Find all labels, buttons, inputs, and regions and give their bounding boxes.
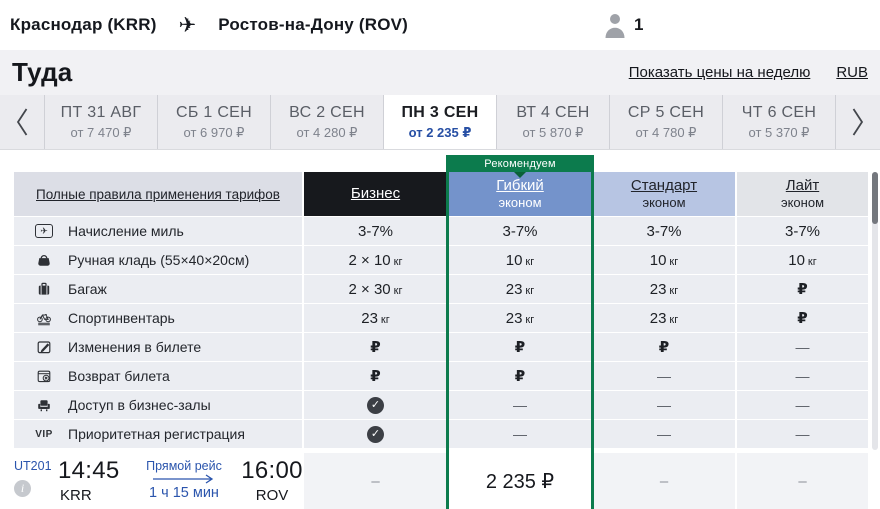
fare-value-cell — [304, 391, 447, 419]
fare-value-cell: 2 × 10 кг — [304, 246, 447, 274]
arrival — [236, 457, 308, 504]
fare-value-cell: — — [737, 391, 868, 419]
date-tab-price: от 4 280 ₽ — [296, 124, 358, 140]
direction-title: Туда — [12, 57, 73, 87]
departure-airport-code: KRR — [60, 487, 92, 504]
flight-number: UT201 — [14, 459, 52, 473]
recommended-badge: Рекомендуем — [449, 155, 591, 172]
date-tab-price: от 7 470 ₽ — [70, 124, 132, 140]
show-week-prices-link[interactable]: Показать цены на неделю — [628, 64, 811, 81]
fare-column-flexible[interactable]: Гибкий эконом — [449, 172, 591, 216]
date-tab-price: от 5 870 ₽ — [522, 124, 584, 140]
date-tab-price: от 5 370 ₽ — [748, 124, 810, 140]
ruble-sign: ₽ — [797, 281, 808, 298]
flight-price-cell: – — [304, 453, 447, 509]
flight-row — [14, 453, 868, 509]
fare-row-label-cell — [14, 246, 302, 274]
date-tab-4[interactable] — [496, 95, 609, 149]
refund-ticket-icon — [34, 368, 54, 384]
fare-table — [14, 172, 868, 448]
fare-value-cell: — — [593, 420, 735, 448]
fare-row-label: Ручная кладь (55×40×20см) — [68, 252, 250, 268]
fare-value-cell — [737, 275, 868, 303]
fare-value-cell: 3-7% — [449, 217, 591, 245]
fare-value-cell — [449, 362, 591, 390]
date-tab-price: от 4 780 ₽ — [635, 124, 697, 140]
fare-column-lite[interactable]: Лайт эконом — [737, 172, 868, 216]
date-tab-5[interactable] — [609, 95, 722, 149]
fare-row-label: Доступ в бизнес-залы — [68, 397, 211, 413]
date-tab-day: ВТ 4 СЕН — [516, 103, 590, 121]
date-tab-day: ПТ 31 АВГ — [60, 103, 142, 121]
plane-icon: ✈ — [178, 13, 197, 37]
flight-price-cell: – — [737, 453, 868, 509]
ruble-sign: ₽ — [514, 368, 526, 385]
fare-value-cell: — — [737, 362, 868, 390]
departure — [58, 457, 120, 504]
origin-city: Краснодар (KRR) — [10, 15, 157, 34]
passenger-selector[interactable] — [602, 11, 643, 39]
fare-value-cell: 23 кг — [449, 304, 591, 332]
badge-pointer — [514, 172, 526, 178]
fare-value-cell: — — [449, 420, 591, 448]
fare-value-cell: 23 кг — [449, 275, 591, 303]
fare-value-cell: 23 кг — [593, 275, 735, 303]
ruble-sign: ₽ — [370, 368, 381, 385]
ruble-sign: ₽ — [370, 339, 381, 356]
date-tab-price: от 2 235 ₽ — [408, 124, 472, 140]
fare-value-cell — [737, 304, 868, 332]
chevron-left-icon — [14, 107, 30, 137]
prev-dates-button[interactable] — [0, 95, 44, 149]
passenger-icon — [602, 11, 628, 39]
flight-route-summary — [140, 459, 228, 501]
flight-info-icon[interactable]: i — [14, 480, 31, 497]
vip-icon: VIP — [35, 428, 53, 440]
date-carousel — [0, 95, 880, 150]
date-tab-day: ПН 3 СЕН — [401, 103, 479, 121]
fare-value-cell: — — [593, 391, 735, 419]
date-tab-day: ЧТ 6 СЕН — [741, 103, 817, 121]
direct-flight-link[interactable]: Прямой рейс — [146, 459, 222, 473]
fare-row-label-cell — [14, 275, 302, 303]
edit-ticket-icon — [34, 339, 54, 355]
fare-column-standard[interactable]: Стандарт эконом — [593, 172, 735, 216]
date-tab-6[interactable] — [722, 95, 836, 149]
fare-row-label-cell — [14, 333, 302, 361]
fare-value-cell — [593, 333, 735, 361]
date-tab-0[interactable] — [44, 95, 157, 149]
fare-value-cell — [304, 362, 447, 390]
date-tab-2[interactable] — [270, 95, 383, 149]
fare-value-cell: — — [449, 391, 591, 419]
bicycle-icon — [34, 310, 54, 326]
flight-price-selected[interactable]: 2 235 ₽ — [449, 453, 591, 509]
fare-row-label: Багаж — [68, 281, 107, 297]
fare-value-cell: 3-7% — [593, 217, 735, 245]
fare-row-label-cell — [14, 420, 302, 448]
fare-value-cell — [304, 420, 447, 448]
date-tab-day: СБ 1 СЕН — [175, 103, 253, 121]
date-tabs — [44, 95, 836, 149]
fare-value-cell — [304, 333, 447, 361]
fare-value-cell: — — [737, 420, 868, 448]
ruble-sign: ₽ — [514, 339, 526, 356]
date-tab-1[interactable] — [157, 95, 270, 149]
fare-row-label: Начисление миль — [68, 223, 184, 239]
check-icon: ✓ — [367, 426, 384, 443]
flight-duration: 1 ч 15 мин — [149, 485, 219, 501]
miles-plane-icon: ✈ — [34, 224, 54, 238]
arrival-time: 16:00 — [241, 457, 303, 484]
fare-value-cell: 23 кг — [593, 304, 735, 332]
flight-info — [14, 453, 302, 509]
lounge-chair-icon — [34, 397, 54, 413]
date-tab-day: ВС 2 СЕН — [289, 103, 365, 121]
fare-value-cell: — — [737, 333, 868, 361]
date-tab-price: от 6 970 ₽ — [183, 124, 245, 140]
ruble-sign: ₽ — [658, 339, 670, 356]
fare-rules-link[interactable]: Полные правила применения тарифов — [36, 186, 280, 202]
route-header — [0, 0, 880, 50]
next-dates-button[interactable] — [836, 95, 880, 149]
fare-row-label: Изменения в билете — [68, 339, 202, 355]
fare-row-label-cell — [14, 362, 302, 390]
fare-row-label: Возврат билета — [68, 368, 170, 384]
passenger-count: 1 — [634, 15, 644, 34]
currency-selector[interactable]: RUB — [836, 64, 868, 81]
fare-row-label: Спортинвентарь — [68, 310, 175, 326]
fare-value-cell — [449, 333, 591, 361]
scrollbar-thumb[interactable] — [872, 172, 878, 224]
fare-row-label-cell — [14, 304, 302, 332]
handbag-icon — [34, 252, 54, 268]
fare-value-cell: 10 кг — [737, 246, 868, 274]
fare-value-cell: 10 кг — [449, 246, 591, 274]
fare-row-label-cell — [14, 217, 302, 245]
arrow-right-icon — [153, 474, 215, 484]
chevron-right-icon — [850, 107, 866, 137]
direction-bar — [0, 50, 880, 95]
fare-value-cell: 3-7% — [304, 217, 447, 245]
fare-rules-cell — [14, 172, 302, 216]
fare-value-cell: 10 кг — [593, 246, 735, 274]
fare-row-label: Приоритетная регистрация — [68, 426, 245, 442]
flight-price-cell: – — [593, 453, 735, 509]
baggage-icon — [34, 281, 54, 297]
fare-value-cell: — — [593, 362, 735, 390]
destination-city: Ростов-на-Дону (ROV) — [218, 15, 409, 34]
arrival-airport-code: ROV — [255, 487, 289, 504]
check-icon: ✓ — [367, 397, 384, 414]
fare-value-cell: 23 кг — [304, 304, 447, 332]
fare-row-label-cell — [14, 391, 302, 419]
departure-time: 14:45 — [58, 457, 120, 484]
fare-column-business[interactable]: Бизнес — [304, 172, 447, 216]
ruble-sign: ₽ — [797, 310, 808, 327]
fare-value-cell: 2 × 30 кг — [304, 275, 447, 303]
date-tab-3[interactable] — [383, 95, 496, 149]
date-tab-day: СР 5 СЕН — [627, 103, 705, 121]
fare-value-cell: 3-7% — [737, 217, 868, 245]
